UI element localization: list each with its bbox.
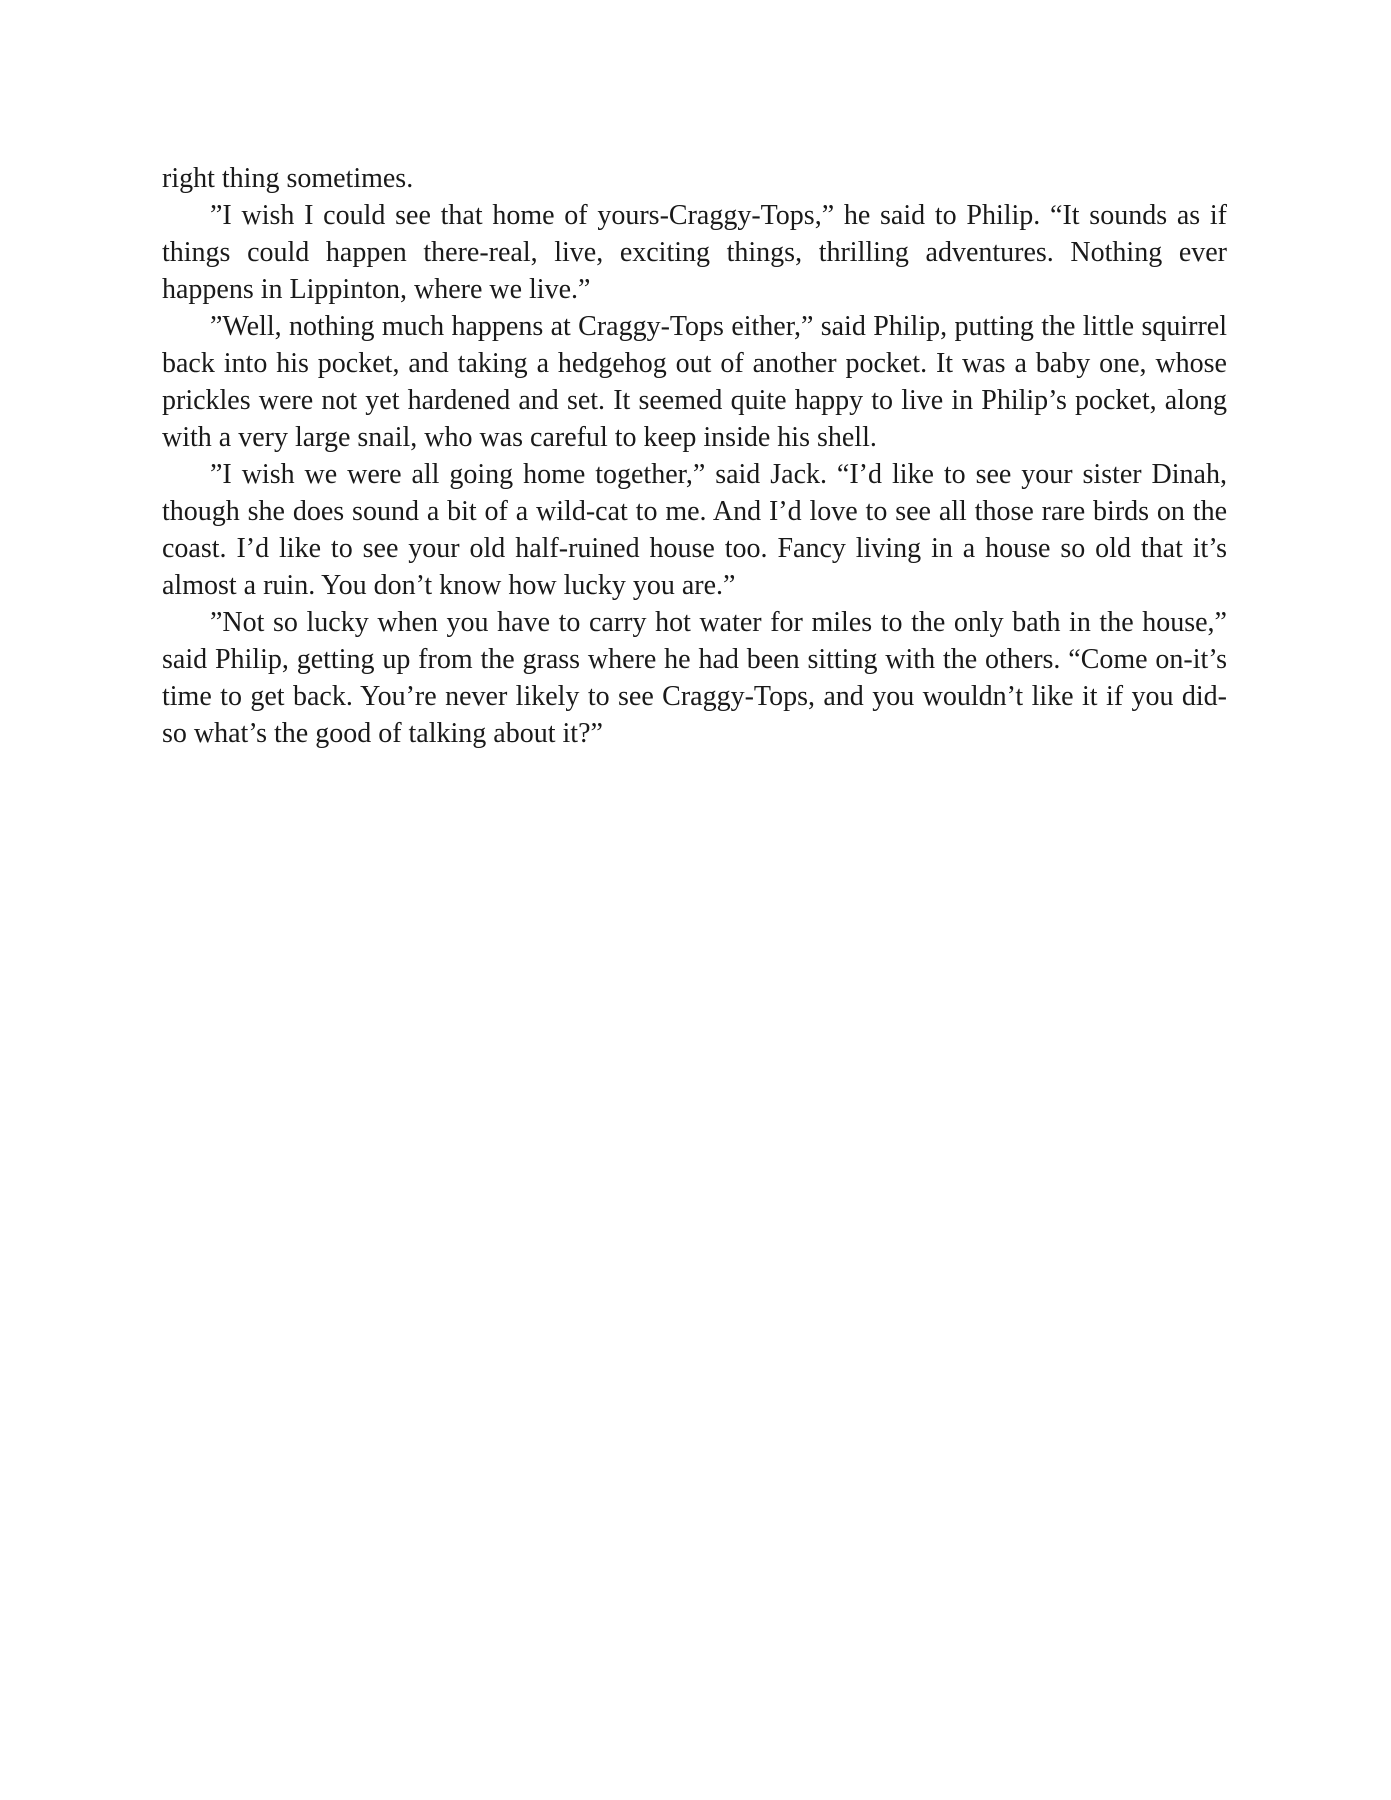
paragraph: ”I wish we were all going home together,” said Jack. “I’d like to see your sister Dinah, though she does sound a bit of a wild-cat to me. And I’d love to see all those rare birds on the coast. I’d like to see your old half-ruined house too. Fancy living in a house so old that it’s almost a ruin. You don’t know how lucky you are.” — [162, 459, 1227, 601]
body-text — [162, 160, 1227, 752]
paragraph: ”Not so lucky when you have to carry hot water for miles to the only bath in the house,” said Philip, getting up from the grass where he had been sitting with the others. “Come on-it’s time to get back. You’re never likely to see Craggy-Tops, and you wouldn’t like it if you did-so what’s the good of talking about it?” — [162, 607, 1227, 749]
paragraph: ”Well, nothing much happens at Craggy-Tops either,” said Philip, putting the little squirrel back into his pocket, and taking a hedgehog out of another pocket. It was a baby one, whose prickles were not yet hardened and set. It seemed quite happy to live in Philip’s pocket, along with a very large snail, who was careful to keep inside his shell. — [162, 311, 1227, 453]
paragraph: right thing sometimes. — [162, 163, 414, 194]
paragraph: ”I wish I could see that home of yours-Craggy-Tops,” he said to Philip. “It sounds as if things could happen there-real, live, exciting things, thrilling adventures. Nothing ever happens in Lippinton, where we live.” — [162, 200, 1227, 305]
